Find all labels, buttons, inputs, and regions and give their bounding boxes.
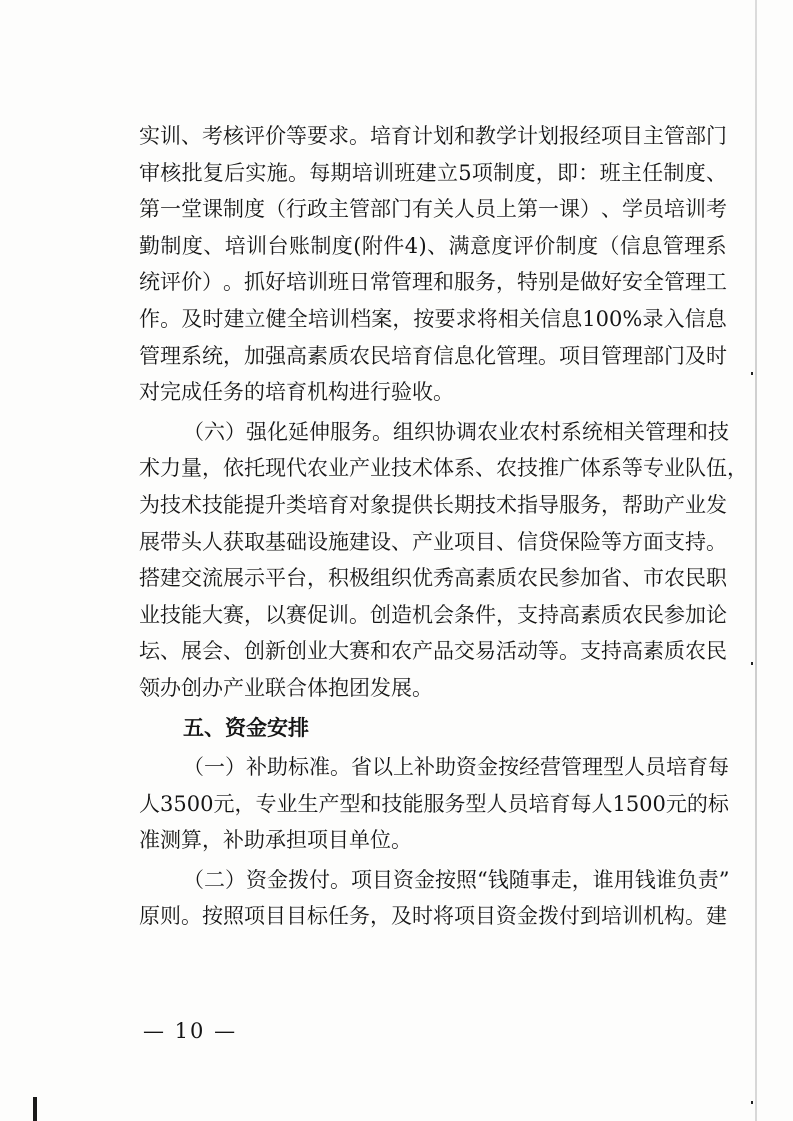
section-six-first-line: （ 六 ） 强 化 延 伸 服 务 。 组 织 协 调 农 业 农 村 系 统 相 关 管 理 和 技 [183, 419, 729, 444]
text-line: 业 技 能 大 赛 ， 以 赛 促 训 。 创 造 机 会 条 件 ， 支 持 高 素 质 农 民 参 加 论 [139, 602, 727, 627]
text-line: 勤 制 度 、 培 训 台 账 制 度 ( 附 件 4 ) 、 满 意 度 评 价 制 度 （ 信 息 管 理 系 [139, 233, 727, 258]
text-line: 原 则 。 按 照 项 目 目 标 任 务 ， 及 时 将 项 目 资 金 拨 付 到 培 训 机 构 。 建 [139, 904, 727, 929]
text-line: 为 技 术 技 能 提 升 类 培 育 对 象 提 供 长 期 技 术 指 导 服 务 ， 帮 助 产 业 发 [139, 492, 727, 517]
scan-speck [751, 1101, 753, 1104]
text-line: 第 一 堂 课 制 度 （ 行 政 主 管 部 门 有 关 人 员 上 第 一 课 ） 、 学 员 培 训 考 [139, 197, 727, 222]
text-line: 术 力 量 ， 依 托 现 代 农 业 产 业 技 术 体 系 、 农 技 推 广 体 系 等 专 业 队 伍 ， [139, 456, 748, 481]
subsection-two-first-line: （ 二 ） 资 金 拨 付 。 项 目 资 金 按 照 “ 钱 随 事 走 ， 谁 用 钱 谁 负 责 ” [183, 867, 730, 892]
text-line: 搭 建 交 流 展 示 平 台 ， 积 极 组 织 优 秀 高 素 质 农 民 参 加 省 、 市 农 民 职 [139, 566, 727, 591]
text-line: 管 理 系 统 ， 加 强 高 素 质 农 民 培 育 信 息 化 管 理 。 项 目 管 理 部 门 及 时 [139, 343, 727, 368]
scan-speck [751, 662, 753, 665]
text-line: 统 评 价 ） 。 抓 好 培 训 班 日 常 管 理 和 服 务 ， 特 别 是 做 好 安 全 管 理 工 [139, 270, 727, 295]
text-line: 作 。 及 时 建 立 健 全 培 训 档 案 ， 按 要 求 将 相 关 信 息 100% 录 入 信 息 [139, 306, 727, 331]
text-line: 实 训 、 考 核 评 价 等 要 求 。 培 育 计 划 和 教 学 计 划 报 经 项 目 主 管 部 门 [139, 124, 727, 148]
text-line: 准测算，补助承担项目单位。 [139, 828, 412, 853]
scan-margin-mark [33, 1097, 37, 1121]
text-line: 展 带 头 人 获 取 基 础 设 施 建 设 、 产 业 项 目 、 信 贷 保 险 等 方 面 支 持 。 [139, 529, 727, 554]
text-line: 人 3500 元 ， 专 业 生 产 型 和 技 能 服 务 型 人 员 培 育 每 人 1500 元 的 标 [139, 791, 729, 816]
page-edge-shadow [755, 0, 757, 1121]
section-heading: 五、资金安排 [183, 715, 309, 740]
text-line: 坛 、 展 会 、 创 新 创 业 大 赛 和 农 产 品 交 易 活 动 等 。 支 持 高 素 质 农 民 [139, 639, 727, 664]
subsection-one-first-line: （ 一 ） 补 助 标 准 。 省 以 上 补 助 资 金 按 经 营 管 理 型 人 员 培 育 每 [183, 755, 729, 780]
text-line: 领办创办产业联合体抱团发展。 [139, 675, 433, 700]
page-number: — 10 — [143, 1019, 238, 1043]
document-body [139, 118, 748, 935]
text-line: 审 核 批 复 后 实 施 。 每 期 培 训 班 建 立 5 项 制 度 ， 即 ： 班 主 任 制 度 、 [139, 160, 727, 185]
text-line: 对完成任务的培育机构进行验收。 [139, 380, 454, 405]
scan-speck [751, 372, 753, 375]
